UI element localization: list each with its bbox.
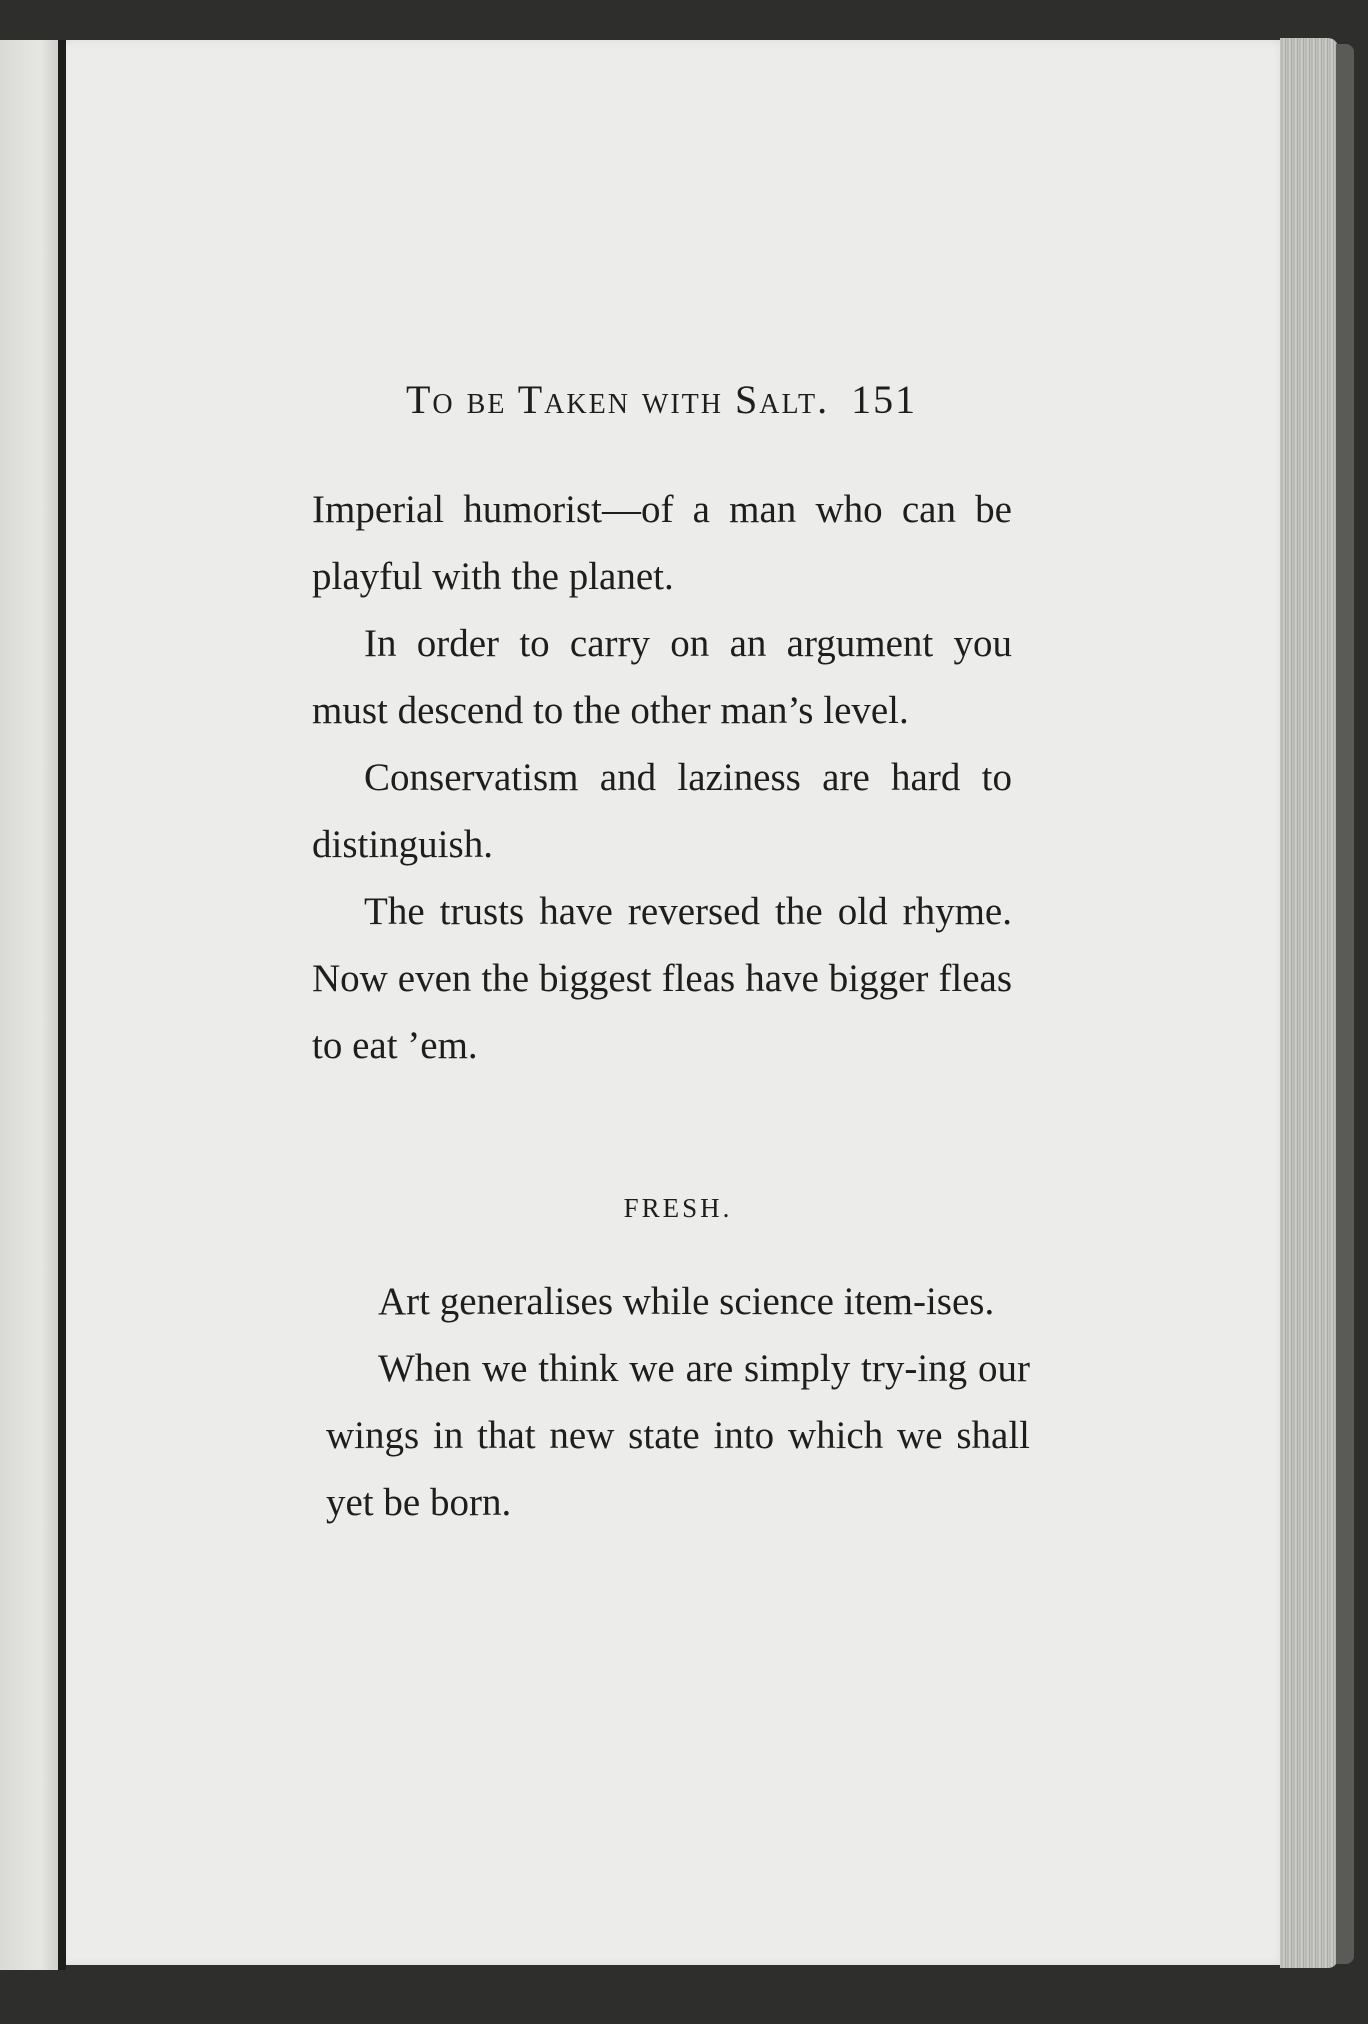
book-gutter: [58, 40, 66, 1970]
paragraph-continuation: Imperial humorist—of a man who can be playful with the planet.: [312, 488, 1012, 598]
main-text: [312, 476, 1012, 1079]
paragraph-conservatism: Conservatism and laziness are hard to distinguish.: [312, 756, 1012, 866]
facing-page-edge: [0, 40, 58, 1970]
section-heading: FRESH.: [623, 1193, 733, 1223]
cover-edge: [1336, 44, 1354, 1964]
paragraph-art: Art generalises while science item-ises.: [378, 1280, 995, 1323]
running-head: [406, 376, 1006, 423]
paragraph-wings: When we think we are simply try-ing our wings in that new state into which we shall yet be born.: [326, 1347, 1030, 1524]
running-head-title: To be Taken with Salt.: [406, 377, 830, 422]
fresh-section: [326, 1193, 1030, 1536]
paragraph-trusts: The trusts have reversed the old rhyme. Now even the biggest fleas have bigger fleas to eat ’em.: [312, 890, 1012, 1067]
page-fore-edge: [1280, 38, 1338, 1968]
paragraph-argument: In order to carry on an argument you must descend to the other man’s level.: [312, 622, 1012, 732]
page-number: 151: [851, 377, 918, 422]
